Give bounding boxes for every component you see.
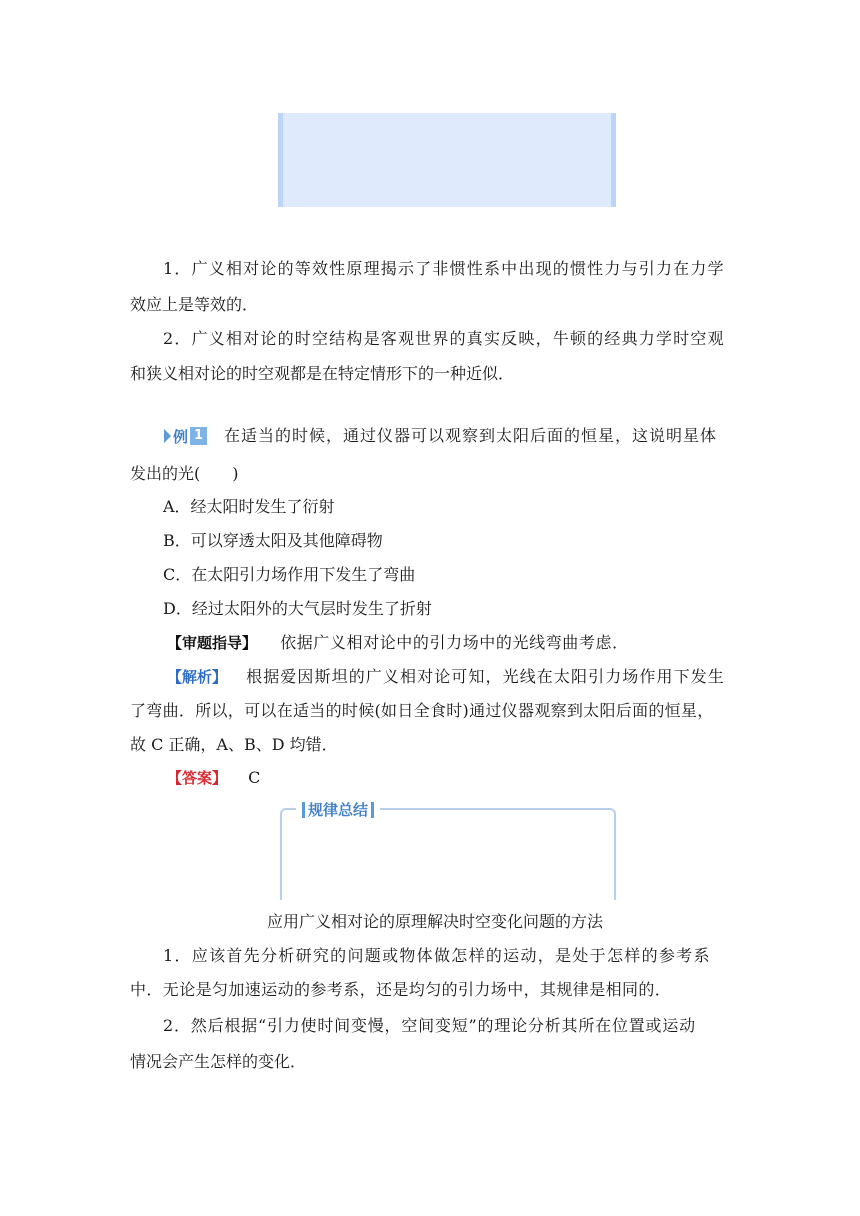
guide-label: 【审题指导】 <box>167 634 258 652</box>
tag-bar-left-icon <box>302 802 305 818</box>
answer-row <box>167 766 260 790</box>
rule-point-1-line-1: 1．应该首先分析研究的问题或物体做怎样的运动，是处于怎样的参考系 <box>163 946 711 965</box>
intro-point-1-line-2: 效应上是等效的． <box>130 295 259 314</box>
answer-label: 【答案】 <box>167 769 228 787</box>
intro-point-2-line-1: 2．广义相对论的时空结构是客观世界的真实反映，牛顿的经典力学时空观 <box>163 329 725 348</box>
example-badge <box>164 426 207 446</box>
intro-point-1-line-1: 1．广义相对论的等效性原理揭示了非惯性系中出现的惯性力与引力在力学 <box>163 259 725 278</box>
analysis-line-2: 了弯曲．所以，可以在适当的时候(如日全食时)通过仪器观察到太阳后面的恒星， <box>130 701 714 720</box>
analysis-row <box>167 665 725 689</box>
rule-summary-box <box>280 808 616 900</box>
example-badge-number: 1 <box>190 427 207 445</box>
rule-point-1-line-2: 中．无论是匀加速运动的参考系，还是均匀的引力场中，其规律是相同的． <box>130 980 672 999</box>
analysis-line-3: 故 C 正确，A、B、D 均错． <box>130 735 338 754</box>
rule-point-2-line-1: 2．然后根据“引力使时间变慢，空间变短”的理论分析其所在位置或运动 <box>163 1016 696 1035</box>
answer-value: C <box>248 768 261 787</box>
guide-row <box>167 631 629 655</box>
example-question-line-1: 在适当的时候，通过仪器可以观察到太阳后面的恒星，这说明星体 <box>224 426 718 445</box>
example-badge-word: 例 <box>173 427 189 446</box>
rule-summary-tag-text: 规律总结 <box>308 801 369 819</box>
analysis-line-1: 根据爱因斯坦的广义相对论可知，光线在太阳引力场作用下发生 <box>246 667 725 686</box>
rule-point-2-line-2: 情况会产生怎样的变化． <box>130 1052 307 1071</box>
arrow-icon <box>164 429 171 443</box>
tag-bar-right-icon <box>371 802 374 818</box>
option-c: C．在太阳引力场作用下发生了弯曲 <box>163 565 416 584</box>
intro-point-2-line-2: 和狭义相对论的时空观都是在特定情形下的一种近似． <box>130 364 515 383</box>
option-b: B．可以穿透太阳及其他障碍物 <box>163 531 383 550</box>
rule-summary-tag <box>296 799 380 820</box>
example-question-line-2: 发出的光( ) <box>130 464 239 483</box>
guide-text: 依据广义相对论中的引力场中的光线弯曲考虑． <box>280 633 629 652</box>
analysis-label: 【解析】 <box>167 668 228 686</box>
option-a: A．经太阳时发生了衍射 <box>163 497 335 516</box>
option-d: D．经过太阳外的大气层时发生了折射 <box>163 599 432 618</box>
rule-heading: 应用广义相对论的原理解决时空变化问题的方法 <box>267 912 604 931</box>
header-banner-box <box>278 113 616 207</box>
